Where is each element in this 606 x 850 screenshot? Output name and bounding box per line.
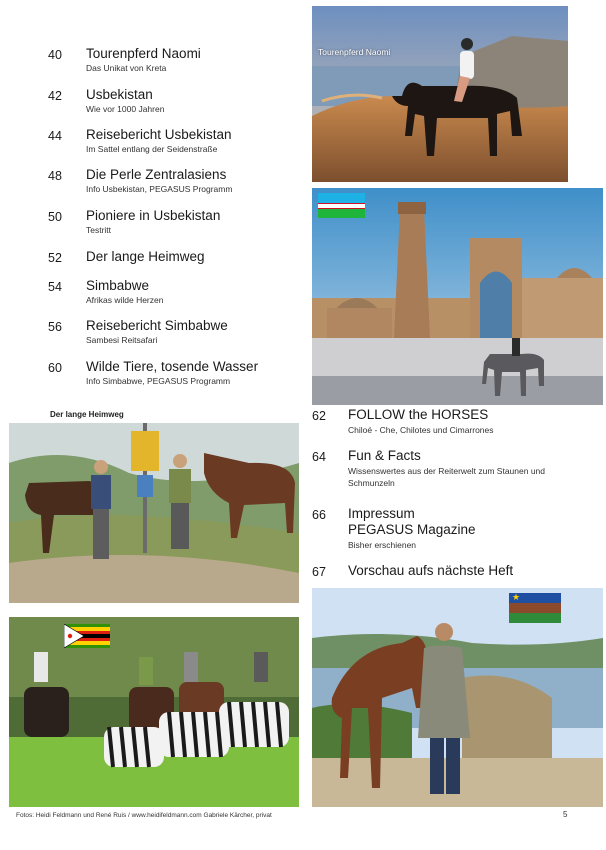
toc-title: Pioniere in Usbekistan — [86, 208, 221, 223]
toc-title: Impressum — [348, 506, 415, 521]
toc-subtitle: Testritt — [86, 225, 112, 235]
toc-title: Wilde Tiere, tosende Wasser — [86, 359, 259, 374]
toc-page-number: 66 — [312, 508, 326, 522]
toc-subtitle: Chiloé - Che, Chilotes und Cimarrones — [348, 425, 494, 435]
toc-page-number: 60 — [48, 361, 62, 375]
toc-title: FOLLOW the HORSES — [348, 407, 489, 422]
toc-page-number: 54 — [48, 280, 62, 294]
toc-page-number: 62 — [312, 409, 326, 423]
toc-subtitle: Info Usbekistan, PEGASUS Programm — [86, 184, 233, 194]
photo-credits: Fotos: Heidi Feldmann und René Ruis / www.heidifeldmann.com Gabriele Kärcher, privat — [16, 812, 272, 819]
heimweg-illustration — [9, 423, 299, 603]
toc-page-number: 67 — [312, 565, 326, 579]
toc-page-number: 40 — [48, 48, 62, 62]
toc-title: Simbabwe — [86, 278, 150, 293]
toc-subtitle: Afrikas wilde Herzen — [86, 295, 164, 305]
toc-title: Fun & Facts — [348, 448, 421, 463]
toc-page-number: 52 — [48, 251, 62, 265]
toc-page-number: 42 — [48, 89, 62, 103]
toc-title: Die Perle Zentralasiens — [86, 167, 227, 182]
toc-subtitle: Wie vor 1000 Jahren — [86, 104, 165, 114]
toc-subtitle: Sambesi Reitsafari — [86, 335, 158, 345]
uzbekistan-photo — [312, 188, 603, 405]
toc-page-number: 48 — [48, 169, 62, 183]
crete-rider-illustration — [312, 6, 568, 182]
toc-subtitle: Im Sattel entlang der Seidenstraße — [86, 144, 218, 154]
toc-title: Tourenpferd Naomi — [86, 46, 201, 61]
toc-page-number: 50 — [48, 210, 62, 224]
toc-title: Reisebericht Usbekistan — [86, 127, 232, 142]
bukhara-illustration — [312, 188, 603, 405]
toc-title: Der lange Heimweg — [86, 249, 205, 264]
uzbekistan-flag-icon — [318, 193, 365, 218]
toc-page-number: 64 — [312, 450, 326, 464]
photo-caption-heimweg: Der lange Heimweg — [50, 410, 124, 419]
toc-title: Usbekistan — [86, 87, 153, 102]
toc-subtitle: Wissenswertes aus der Reiterwelt zum Staunen und Schmunzeln — [348, 466, 546, 488]
toc-subtitle: Das Unikat von Kreta — [86, 63, 167, 73]
page-number: 5 — [563, 810, 568, 819]
zimbabwe-photo — [9, 617, 299, 807]
toc-page-number: 56 — [48, 320, 62, 334]
toc-title-line2: PEGASUS Magazine — [348, 522, 476, 537]
zimbabwe-flag-icon — [64, 624, 110, 648]
crete-rider-photo — [312, 6, 568, 182]
toc-subtitle: Bisher erschienen — [348, 540, 417, 550]
toc-title: Reisebericht Simbabwe — [86, 318, 228, 333]
toc-title: Vorschau aufs nächste Heft — [348, 563, 514, 578]
zebra-illustration — [9, 617, 299, 807]
toc-page-number: 44 — [48, 129, 62, 143]
photo-caption-naomi: Tourenpferd Naomi — [318, 47, 391, 57]
chiloe-flag-icon: ★ — [509, 593, 561, 623]
toc-subtitle: Info Simbabwe, PEGASUS Programm — [86, 376, 231, 386]
heimweg-photo — [9, 423, 299, 603]
